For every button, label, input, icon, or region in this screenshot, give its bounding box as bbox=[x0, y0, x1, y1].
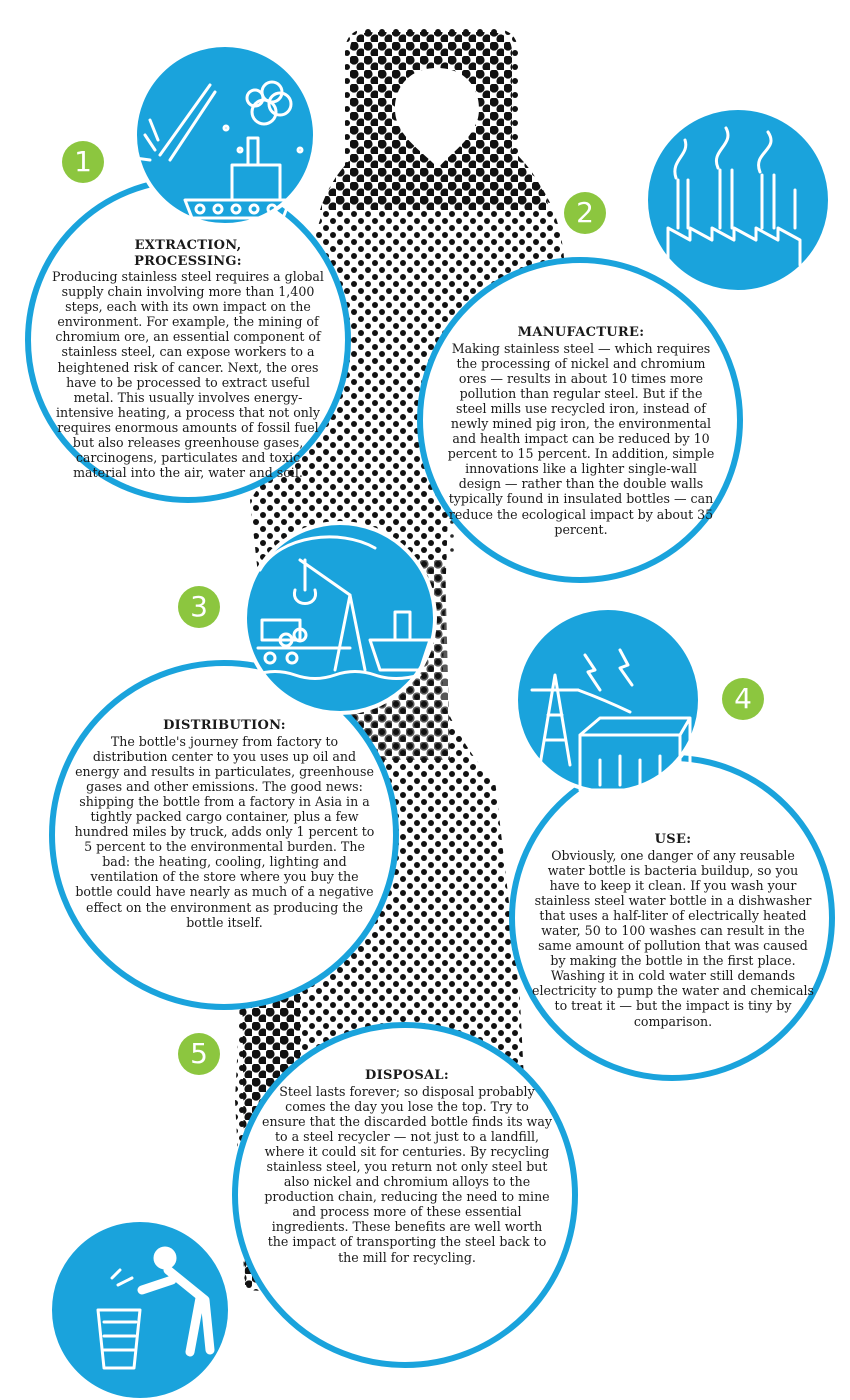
step-manufacture-text bbox=[445, 325, 717, 537]
icon-disc-1 bbox=[135, 45, 315, 225]
step-distribution-title: DISTRIBUTION: bbox=[163, 718, 286, 733]
step-disposal-body: Steel lasts forever; so disposal probably comes the day you lose the top. Try to ensure that the discarded bottle finds its way to a steel recycler — not just to a landfill, where it could sit for centuries. By recycling stainless steel, you return not only steel but also nickel and chromium alloys to the production chain, reducing the need to mine and process more of these essential ingredients. These benefits are well worth the impact of transporting the steel back to the mill for recycling. bbox=[262, 1083, 552, 1265]
step-use-body: Obviously, one danger of any reusable water bottle is bacteria buildup, so you have to keep it clean. If you wash your stainless steel water bottle in a dishwasher that uses a half-liter of electrically heated water, 50 to 100 washes can result in the same amount of pollution that was caused by making the bottle in the first place. Washing it in cold water still demands electricity to pump the water and chemicals to treat it — but the impact is tiny by comparison. bbox=[532, 847, 814, 1029]
step-number-3: 3 bbox=[178, 586, 220, 628]
step-number-2: 2 bbox=[564, 192, 606, 234]
icon-disc-3 bbox=[245, 523, 435, 713]
step-manufacture-body: Making stainless steel — which requires the processing of nickel and chromium ores — results in about 10 times more pollution than regular steel. But if the steel mills use recycled iron, instead of newly mined pig iron, the environmental and health impact can be reduced by 10 percent to 15 percent. In addition, simple innovations like a lighter single-wall design — rather than the double walls typically found in insulated bottles — can reduce the ecological impact by about 35 percent. bbox=[447, 340, 715, 537]
step-number-1: 1 bbox=[62, 141, 104, 183]
icon-disc-4 bbox=[516, 608, 700, 792]
step-number-4: 4 bbox=[722, 678, 764, 720]
step-extraction-body: Producing stainless steel requires a global supply chain involving more than 1,400 steps, each with its own impact on the environment. For example, the mining of chromium ore, an essential component of stainless steel, can expose workers to a heightened risk of cancer. Next, the ores have to be processed to extract useful metal. This usually involves energy-intensive heating, a process that not only requires enormous amounts of fossil fuel but also releases greenhouse gases, carcinogens, particulates and toxic material into the air, water and soil. bbox=[52, 269, 324, 481]
step-use-title: USE: bbox=[654, 832, 692, 847]
step-use-text bbox=[532, 832, 814, 1029]
step-disposal-title: DISPOSAL: bbox=[365, 1068, 449, 1083]
step-number-5: 5 bbox=[178, 1033, 220, 1075]
step-distribution-body: The bottle's journey from factory to distribution center to you uses up oil and energy and results in particulates, greenhouse gases and other emissions. The good news: shipping the bottle from a factory in Asia in a tightly packed cargo container, plus a few hundred miles by truck, adds only 1 percent to 5 percent to the environmental burden. The bad: the heating, cooling, lighting and ventilation of the store where you buy the bottle could have nearly as much of a negative effect on the environment as producing the bottle itself. bbox=[74, 733, 375, 930]
step-manufacture-title: MANUFACTURE: bbox=[517, 325, 645, 340]
step-extraction-text bbox=[48, 238, 328, 480]
icon-disc-2 bbox=[646, 108, 830, 292]
step-distribution-text bbox=[72, 718, 377, 930]
step-disposal-text bbox=[262, 1068, 552, 1265]
step-extraction-title-line-1: EXTRACTION, bbox=[134, 238, 242, 253]
step-extraction-title-line-2: PROCESSING: bbox=[134, 253, 242, 269]
